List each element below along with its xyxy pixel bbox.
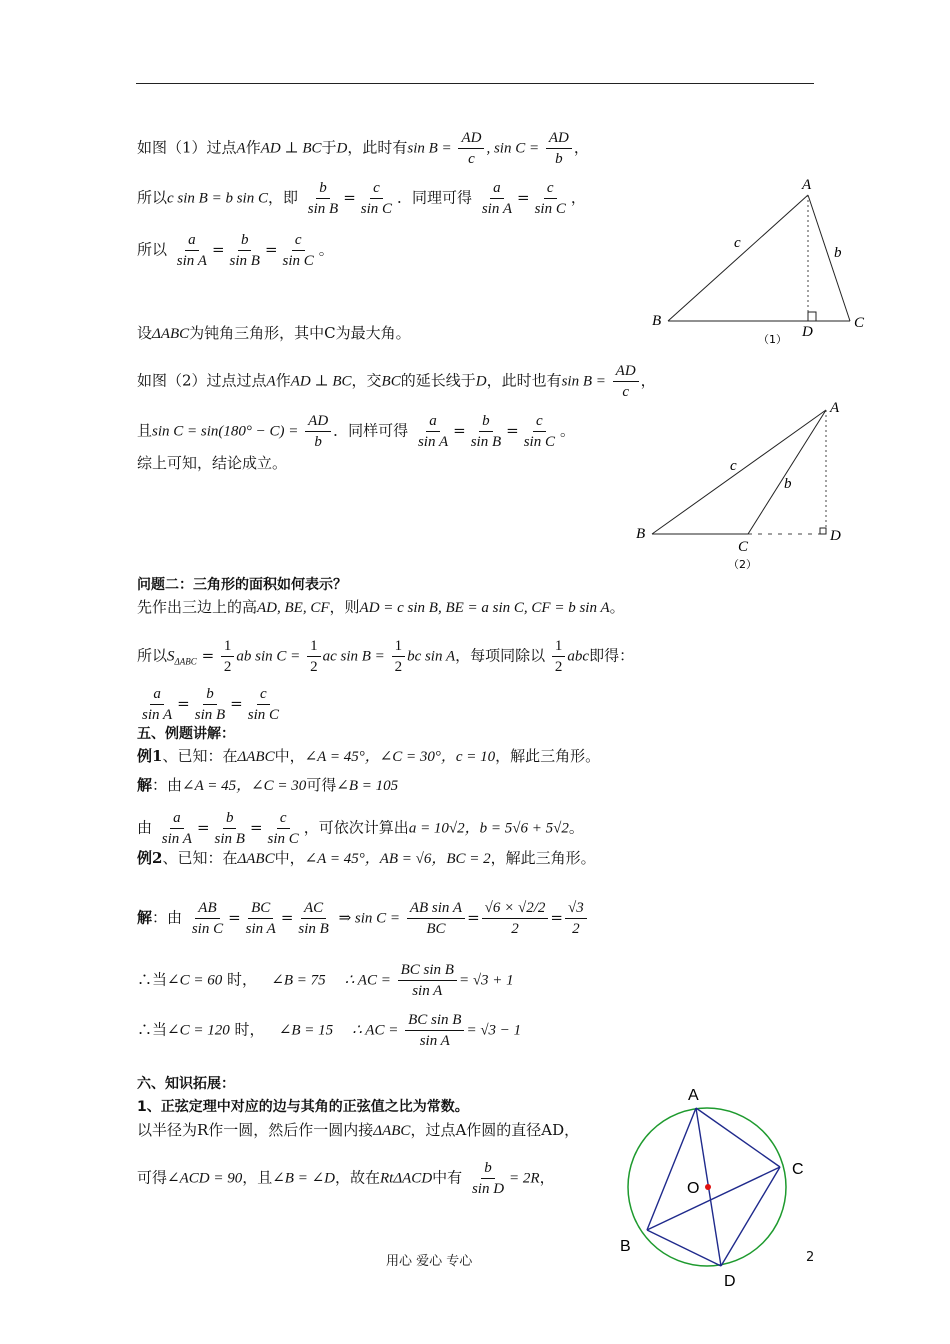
obtuse-line-2: 如图（2）过点过点A作AD ⊥ BC，交BC的延长线于D，此时也有sin B = $\frac{AD}{c}$ ， bbox=[137, 363, 656, 400]
section-5-title: 五、例题讲解： bbox=[137, 726, 235, 742]
figure-1-acute-triangle bbox=[650, 175, 870, 350]
fig2-caption: （2） bbox=[728, 558, 757, 571]
fig2-side-c bbox=[652, 410, 826, 534]
fig3-label-d: D bbox=[724, 1273, 736, 1290]
fig3-center-point bbox=[705, 1184, 711, 1190]
fig2-label-c: C bbox=[738, 539, 749, 555]
fig3-side-ac bbox=[696, 1108, 780, 1167]
fig2-label-side-c: c bbox=[730, 458, 737, 474]
fig2-right-angle-mark bbox=[820, 528, 826, 534]
fig3-label-b: B bbox=[620, 1238, 631, 1255]
fig2-label-b: B bbox=[636, 526, 646, 542]
heights-line: 先作出三边上的高AD, BE, CF，则AD = c sin B, BE = a sin C, CF = b sin A。 bbox=[137, 598, 625, 616]
obtuse-line-3: 且sin C = sin(180° − C) = $\frac{AD}{b}$ ．同样可得 $\frac{a}{\text{sin A}}$ = $\frac{b}{\text{sin B}}$ = $\frac{c}{\text{sin C}}$ 。 bbox=[137, 413, 575, 450]
area-line: 所以$S_{\Delta ABC}$ = $\frac{1}{2}$ ab sin C = $\frac{1}{2}$ ac sin B = $\frac{1}{2}$ bc sin A，每项同除以 $\frac{1}{2}$ abc即得： bbox=[137, 638, 635, 675]
solution-1-continued: 由 $\frac{a}{\text{sin A}}$ = $\frac{b}{\text{sin B}}$ = $\frac{c}{\text{sin C}}$ ，可依次计算出a = 10√2，b = 5√6 + 5√2。 bbox=[137, 810, 584, 847]
sine-law-result: $\frac{a}{\text{sin A}}$ = $\frac{b}{\text{sin B}}$ = $\frac{c}{\text{sin C}}$ bbox=[142, 686, 279, 723]
proof-line-1: 如图（1）过点A作AD ⊥ BC于D，此时有sin B = $\frac{AD}{c}$ , sin C = $\frac{AD}{b}$ ， bbox=[137, 130, 589, 167]
fig3-label-c: C bbox=[792, 1161, 804, 1178]
fig2-label-a: A bbox=[830, 400, 840, 416]
figure-3-inscribed-triangle bbox=[620, 1080, 820, 1290]
fig1-label-side-c: c bbox=[734, 235, 741, 251]
fig3-label-a: A bbox=[688, 1087, 699, 1104]
fig2-side-b bbox=[748, 410, 826, 534]
fig1-side-c bbox=[668, 195, 808, 321]
solution-1: 解：由∠A = 45，∠C = 30可得∠B = 105 bbox=[137, 776, 399, 794]
fig2-label-d: D bbox=[830, 528, 841, 544]
example-1: 例1、已知：在ΔABC中，∠A = 45°，∠C = 30°，c = 10，解此三角形。 bbox=[137, 747, 601, 765]
figure-2-obtuse-triangle bbox=[634, 398, 854, 573]
conclusion: 综上可知，结论成立。 bbox=[137, 454, 288, 472]
header-rule bbox=[136, 83, 814, 84]
fig1-caption: （1） bbox=[758, 333, 787, 346]
extension-line-1: 以半径为R作一圆，然后作一圆内接ΔABC，过点A作圆的直径AD， bbox=[137, 1121, 580, 1139]
solution-2: 解：由 $\frac{AB}{\text{sin C}}$ = $\frac{BC}{\text{sin A}}$ = $\frac{AC}{\text{sin B}}$ ⇒ sin C = $\frac{\text{AB sin A}}{BC}$ = $\frac{√6 \times √2/2}{2}$ = $\frac{√3}{2}$ bbox=[137, 898, 589, 939]
fig1-side-b bbox=[808, 195, 850, 321]
extension-line-2: 可得∠ACD = 90，且∠B = ∠D，故在RtΔACD中有 $\frac{b}{\text{sin D}}$ = 2R， bbox=[137, 1160, 555, 1197]
page-number: 2 bbox=[806, 1250, 815, 1265]
fig3-label-o: O bbox=[687, 1180, 700, 1197]
extension-point-1: 1、正弦定理中对应的边与其角的正弦值之比为常数。 bbox=[137, 1099, 469, 1115]
fig1-label-c: C bbox=[854, 315, 865, 331]
fig3-side-cd bbox=[721, 1167, 780, 1266]
fig1-label-a: A bbox=[802, 177, 812, 193]
fig1-label-b: B bbox=[652, 313, 662, 329]
example-2: 例2、已知：在ΔABC中，∠A = 45°，AB = √6，BC = 2，解此三角形。 bbox=[137, 849, 596, 867]
fig1-right-angle-mark bbox=[808, 312, 816, 321]
case-c-120: ∴当∠C = 120 时， ∠B = 15 ∴ AC = $\frac{\text{BC sin B}}{\text{sin A}}$ = √3 − 1 bbox=[137, 1012, 522, 1049]
page-footer: 用心 爱心 专心 bbox=[386, 1254, 473, 1269]
fig3-side-bd bbox=[647, 1230, 721, 1266]
fig2-label-side-b: b bbox=[784, 476, 792, 492]
fig1-label-d: D bbox=[802, 324, 813, 340]
obtuse-intro: 设ΔABC为钝角三角形，其中C为最大角。 bbox=[137, 324, 411, 342]
question-2-title: 问题二：三角形的面积如何表示？ bbox=[137, 577, 347, 593]
proof-line-3: 所以 $\frac{a}{\text{sin A}}$ = $\frac{b}{\text{sin B}}$ = $\frac{c}{\text{sin C}}$ 。 bbox=[137, 232, 334, 269]
proof-line-2: 所以c sin B = b sin C，即 $\frac{b}{\text{sin B}}$ = $\frac{c}{\text{sin C}}$ ．同理可得 $\frac{a}{\text{sin A}}$ = $\frac{c}{\text{sin C}}$ ， bbox=[137, 180, 586, 217]
section-6-title: 六、知识拓展： bbox=[137, 1076, 235, 1092]
fig1-label-side-b: b bbox=[834, 245, 842, 261]
fig3-side-ab bbox=[647, 1108, 696, 1230]
case-c-60: ∴当∠C = 60 时， ∠B = 75 ∴ AC = $\frac{\text{BC sin B}}{\text{sin A}}$ = √3 + 1 bbox=[137, 962, 514, 999]
